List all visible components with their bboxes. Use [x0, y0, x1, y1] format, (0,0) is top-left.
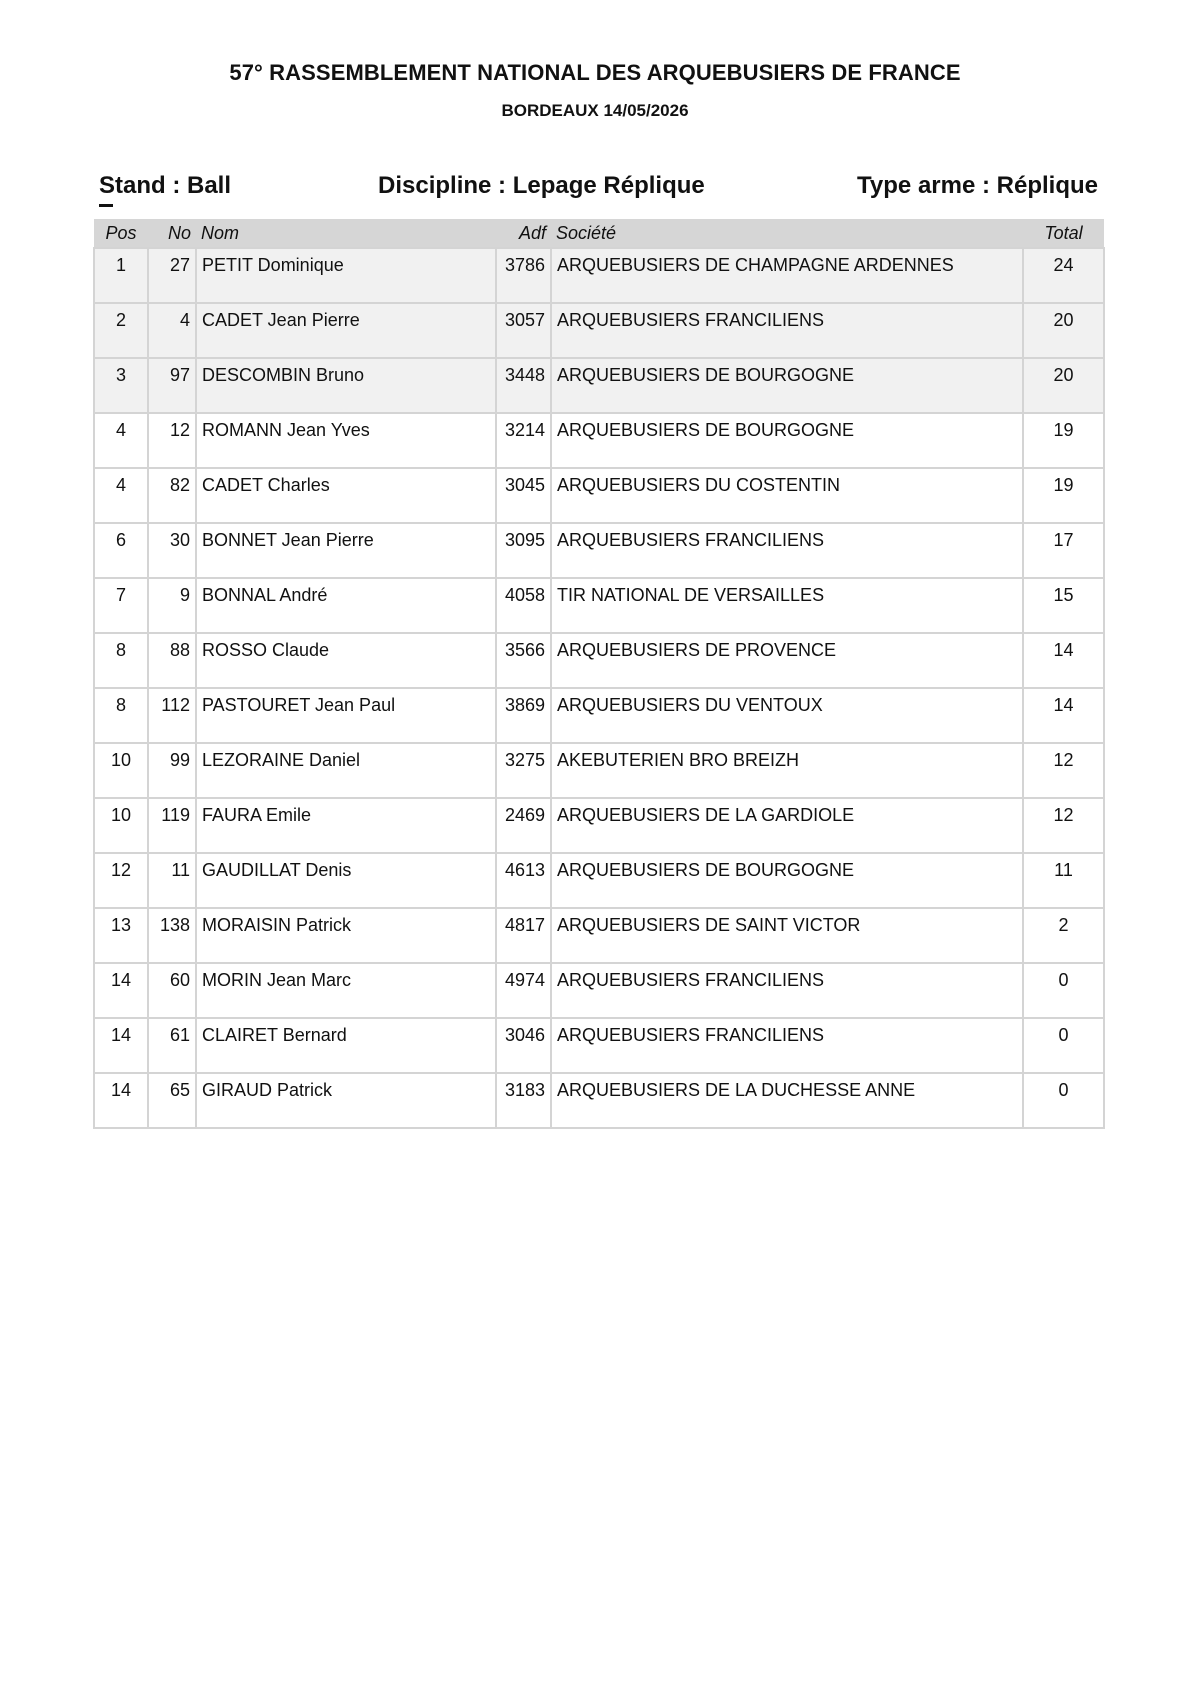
- cell-total: 12: [1023, 798, 1104, 853]
- table-row: [94, 908, 1104, 963]
- cell-total: 0: [1023, 963, 1104, 1018]
- cell-nom: MORIN Jean Marc: [196, 963, 496, 1018]
- cell-societe: TIR NATIONAL DE VERSAILLES: [551, 578, 1023, 633]
- cell-total: 17: [1023, 523, 1104, 578]
- cell-nom: DESCOMBIN Bruno: [196, 358, 496, 413]
- cell-total: 20: [1023, 358, 1104, 413]
- table-row: [94, 523, 1104, 578]
- cell-adf: 3095: [496, 523, 551, 578]
- cell-no: 30: [148, 523, 196, 578]
- cell-total: 19: [1023, 413, 1104, 468]
- table-header-row: [94, 219, 1104, 248]
- cell-adf: 3045: [496, 468, 551, 523]
- cell-nom: CADET Charles: [196, 468, 496, 523]
- weapon-type-label: Type arme : Réplique: [857, 172, 1098, 199]
- cell-nom: BONNAL André: [196, 578, 496, 633]
- table-row: [94, 688, 1104, 743]
- page-title: 57° RASSEMBLEMENT NATIONAL DES ARQUEBUSIERS DE FRANCE: [229, 60, 961, 85]
- table-row: [94, 1073, 1104, 1128]
- cell-total: 14: [1023, 688, 1104, 743]
- cell-societe: AKEBUTERIEN BRO BREIZH: [551, 743, 1023, 798]
- stand-label: Stand : Ball: [99, 172, 232, 199]
- cell-nom: CADET Jean Pierre: [196, 303, 496, 358]
- header-nom: Nom: [196, 219, 496, 248]
- cell-no: 82: [148, 468, 196, 523]
- cell-pos: 7: [94, 578, 148, 633]
- cell-adf: 3046: [496, 1018, 551, 1073]
- table-row: [94, 413, 1104, 468]
- cell-no: 99: [148, 743, 196, 798]
- cell-adf: 4817: [496, 908, 551, 963]
- cell-nom: PASTOURET Jean Paul: [196, 688, 496, 743]
- table-row: [94, 248, 1104, 303]
- cell-pos: 14: [94, 1073, 148, 1128]
- cell-pos: 6: [94, 523, 148, 578]
- cell-pos: 2: [94, 303, 148, 358]
- cell-nom: GAUDILLAT Denis: [196, 853, 496, 908]
- cell-total: 0: [1023, 1073, 1104, 1128]
- cell-nom: ROSSO Claude: [196, 633, 496, 688]
- table-row: [94, 963, 1104, 1018]
- cell-pos: 14: [94, 1018, 148, 1073]
- cell-nom: PETIT Dominique: [196, 248, 496, 303]
- cell-adf: 4613: [496, 853, 551, 908]
- cell-adf: 3448: [496, 358, 551, 413]
- event-location-date: BORDEAUX 14/05/2026: [501, 101, 689, 120]
- table-row: [94, 578, 1104, 633]
- table-row: [94, 743, 1104, 798]
- table-row: [94, 1018, 1104, 1073]
- cell-adf: 3275: [496, 743, 551, 798]
- cell-nom: GIRAUD Patrick: [196, 1073, 496, 1128]
- cell-societe: ARQUEBUSIERS FRANCILIENS: [551, 1018, 1023, 1073]
- cell-societe: ARQUEBUSIERS FRANCILIENS: [551, 963, 1023, 1018]
- cell-adf: 4974: [496, 963, 551, 1018]
- cell-no: 27: [148, 248, 196, 303]
- cell-total: 19: [1023, 468, 1104, 523]
- table-row: [94, 303, 1104, 358]
- cell-adf: 3566: [496, 633, 551, 688]
- results-body: [94, 248, 1104, 1128]
- cell-adf: 3786: [496, 248, 551, 303]
- cell-nom: CLAIRET Bernard: [196, 1018, 496, 1073]
- cell-societe: ARQUEBUSIERS DE BOURGOGNE: [551, 358, 1023, 413]
- cell-adf: 3869: [496, 688, 551, 743]
- table-row: [94, 633, 1104, 688]
- results-table: [93, 219, 1105, 1129]
- cell-societe: ARQUEBUSIERS DE BOURGOGNE: [551, 413, 1023, 468]
- cell-nom: BONNET Jean Pierre: [196, 523, 496, 578]
- table-row: [94, 358, 1104, 413]
- cell-pos: 14: [94, 963, 148, 1018]
- cell-no: 138: [148, 908, 196, 963]
- cell-pos: 8: [94, 633, 148, 688]
- cell-societe: ARQUEBUSIERS DE SAINT VICTOR: [551, 908, 1023, 963]
- cell-total: 20: [1023, 303, 1104, 358]
- table-row: [94, 853, 1104, 908]
- cell-pos: 10: [94, 798, 148, 853]
- cell-no: 12: [148, 413, 196, 468]
- cell-total: 15: [1023, 578, 1104, 633]
- cell-no: 119: [148, 798, 196, 853]
- cell-societe: ARQUEBUSIERS DE LA DUCHESSE ANNE: [551, 1073, 1023, 1128]
- cell-adf: 3214: [496, 413, 551, 468]
- cell-no: 9: [148, 578, 196, 633]
- cell-societe: ARQUEBUSIERS FRANCILIENS: [551, 523, 1023, 578]
- table-row: [94, 798, 1104, 853]
- cell-pos: 1: [94, 248, 148, 303]
- cell-no: 61: [148, 1018, 196, 1073]
- cell-nom: LEZORAINE Daniel: [196, 743, 496, 798]
- cell-total: 0: [1023, 1018, 1104, 1073]
- cell-total: 12: [1023, 743, 1104, 798]
- cell-no: 97: [148, 358, 196, 413]
- cell-societe: ARQUEBUSIERS DE BOURGOGNE: [551, 853, 1023, 908]
- cell-pos: 10: [94, 743, 148, 798]
- stand-underline: [99, 204, 113, 207]
- cell-nom: ROMANN Jean Yves: [196, 413, 496, 468]
- header-pos: Pos: [94, 219, 148, 248]
- cell-no: 112: [148, 688, 196, 743]
- header-adf: Adf: [496, 219, 551, 248]
- cell-adf: 2469: [496, 798, 551, 853]
- cell-pos: 12: [94, 853, 148, 908]
- cell-societe: ARQUEBUSIERS DU VENTOUX: [551, 688, 1023, 743]
- header-no: No: [148, 219, 196, 248]
- cell-pos: 13: [94, 908, 148, 963]
- cell-nom: FAURA Emile: [196, 798, 496, 853]
- cell-pos: 4: [94, 413, 148, 468]
- cell-adf: 4058: [496, 578, 551, 633]
- cell-societe: ARQUEBUSIERS FRANCILIENS: [551, 303, 1023, 358]
- cell-no: 60: [148, 963, 196, 1018]
- cell-total: 14: [1023, 633, 1104, 688]
- cell-total: 24: [1023, 248, 1104, 303]
- cell-adf: 3183: [496, 1073, 551, 1128]
- cell-nom: MORAISIN Patrick: [196, 908, 496, 963]
- header-total: Total: [1023, 219, 1104, 248]
- cell-total: 2: [1023, 908, 1104, 963]
- cell-societe: ARQUEBUSIERS DE LA GARDIOLE: [551, 798, 1023, 853]
- cell-no: 4: [148, 303, 196, 358]
- cell-total: 11: [1023, 853, 1104, 908]
- discipline-label: Discipline : Lepage Réplique: [378, 172, 705, 199]
- cell-societe: ARQUEBUSIERS DE PROVENCE: [551, 633, 1023, 688]
- cell-no: 11: [148, 853, 196, 908]
- cell-societe: ARQUEBUSIERS DU COSTENTIN: [551, 468, 1023, 523]
- cell-adf: 3057: [496, 303, 551, 358]
- cell-pos: 8: [94, 688, 148, 743]
- cell-no: 88: [148, 633, 196, 688]
- cell-pos: 3: [94, 358, 148, 413]
- cell-societe: ARQUEBUSIERS DE CHAMPAGNE ARDENNES: [551, 248, 1023, 303]
- table-row: [94, 468, 1104, 523]
- header-societe: Société: [551, 219, 1023, 248]
- cell-no: 65: [148, 1073, 196, 1128]
- cell-pos: 4: [94, 468, 148, 523]
